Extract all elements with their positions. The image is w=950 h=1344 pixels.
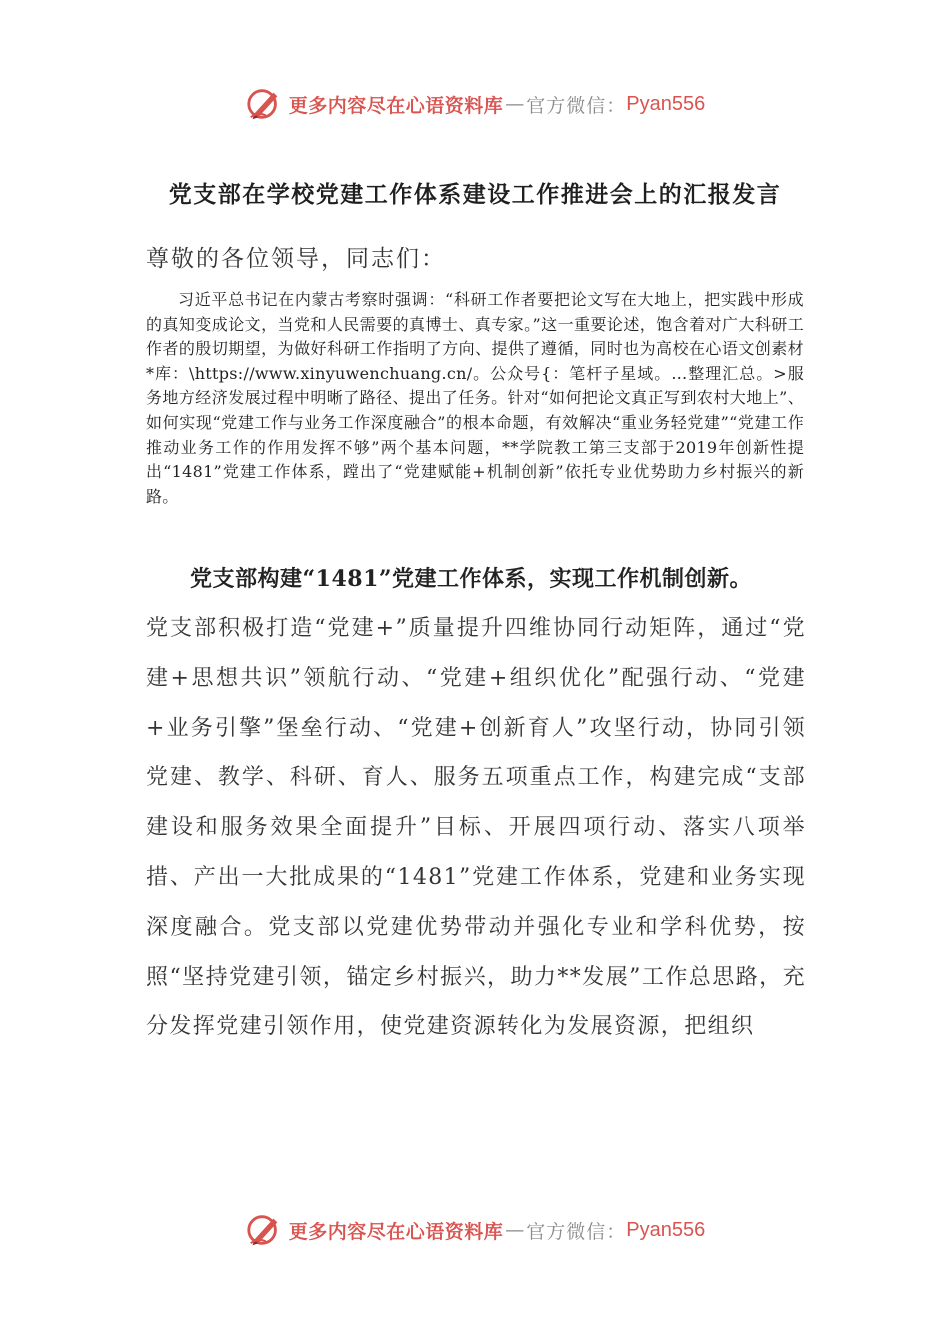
banner-wechat-label: 官方微信： [526,1220,627,1243]
banner-wechat-id: Pyan556 [626,1218,706,1241]
body-paragraph: 党支部积极打造“党建+”质量提升四维协同行动矩阵，通过“党建+思想共识”领航行动、“党建+组织优化”配强行动、“党建+业务引擎”堡垒行动、“党建+创新育人”攻坚行动，协同引领党建、教学、科研、育人、服务五项重点工作，构建完成“支部建设和服务效果全面提升”目标、开展四项行动、落实八项举措、产出一大批成果的“1481”党建工作体系，党建和业务实现深度融合。党支部以党建优势带动并强化专业和学科优势，按照“坚持党建引领，锚定乡村振兴，助力**发展”工作总思路，充分发挥党建引领作用，使党建资源转化为发展资源，把组织 [146,616,806,1040]
banner-site-name: 更多内容尽在心语资料库 [288,94,504,117]
banner-dash: — [505,1219,525,1241]
section-heading: 党支部构建“1481”党建工作体系，实现工作机制创新。 [190,566,753,592]
header-banner [0,82,950,126]
document-title: 党支部在学校党建工作体系建设工作推进会上的汇报发言 [168,181,782,208]
intro-paragraph: 习近平总书记在内蒙古考察时强调：“科研工作者要把论文写在大地上，把实践中形成的真知变成论文，当党和人民需要的真博士、真专家。”这一重要论述，饱含着对广大科研工作者的殷切期望，为做好科研工作指明了方向、提供了遵循，同时也为高校在心语文创素材*库：\https://www.xinyuwenchuang.cn/。公众号{：笔杆子星域。…整理汇总。>服务地方经济发展过程中明晰了路径、提出了任务。针对“如何把论文真正写到农村大地上”、如何实现“党建工作与业务工作深度融合”的根本命题，有效解决“重业务轻党建”“党建工作推动业务工作的作用发挥不够”两个基本问题，**学院教工第三支部于2019年创新性提出“1481”党建工作体系，蹚出了“党建赋能+机制创新”依托专业优势助力乡村振兴的新路。 [146,290,804,506]
pen-logo-icon [245,1211,283,1249]
banner-wechat-id: Pyan556 [626,92,706,115]
banner-wechat-label: 官方微信： [526,94,627,117]
salutation: 尊敬的各位领导，同志们： [146,246,446,272]
banner-dash: — [505,93,525,115]
footer-banner [0,1208,950,1252]
banner-site-name: 更多内容尽在心语资料库 [288,1220,504,1243]
pen-logo-icon [245,85,283,123]
